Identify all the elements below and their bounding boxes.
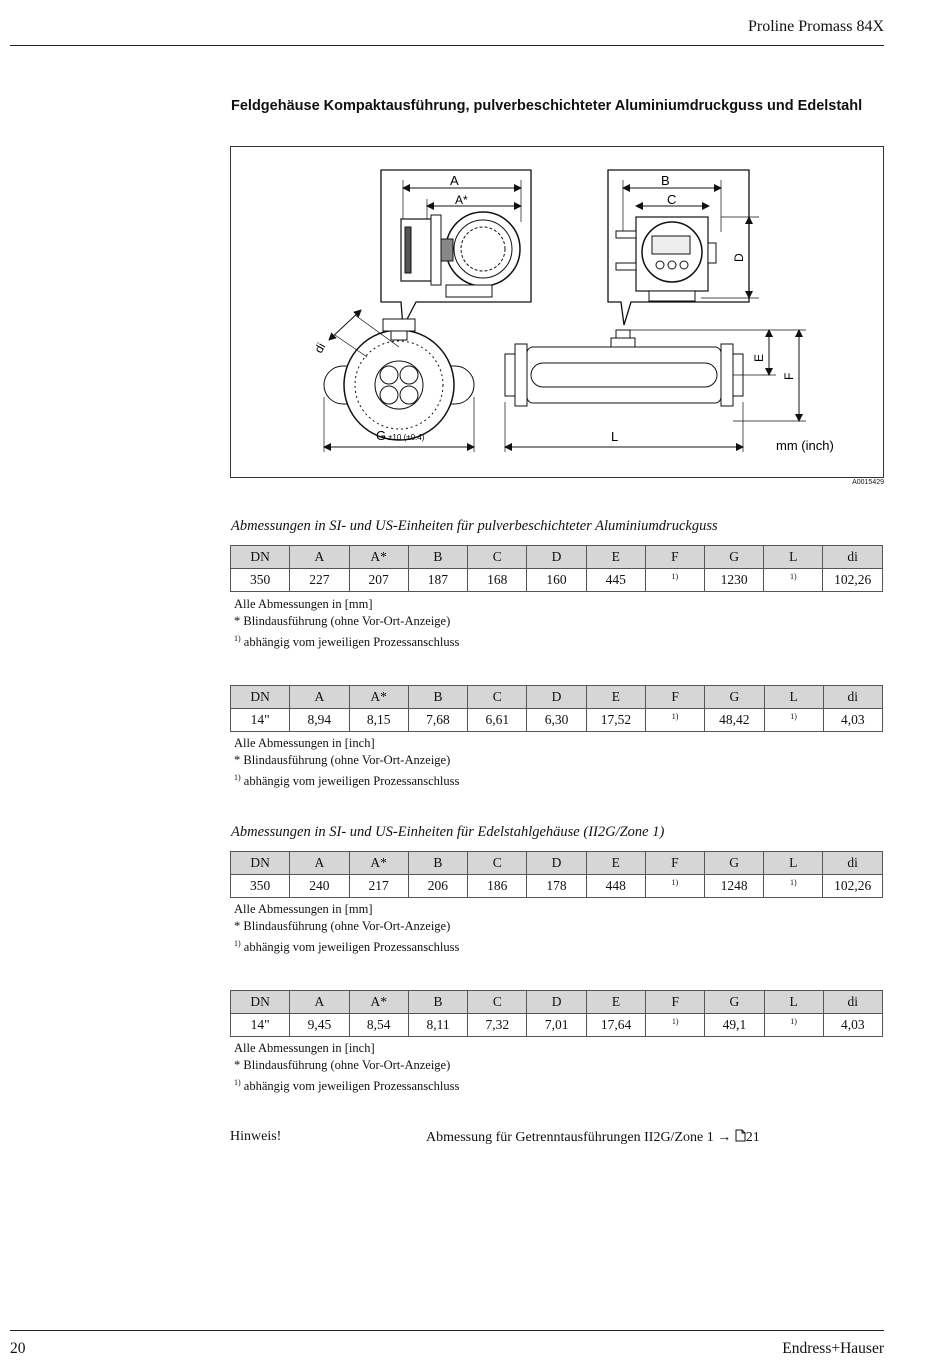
cell-c: 6,61 xyxy=(468,709,527,732)
cell-di: 4,03 xyxy=(823,709,882,732)
col-f: F xyxy=(646,686,705,709)
col-c: C xyxy=(468,686,527,709)
table-notes xyxy=(234,901,459,956)
col-c: C xyxy=(468,546,527,569)
footnote-ref: 1) xyxy=(671,1017,679,1026)
cell-g: 48,42 xyxy=(705,709,764,732)
cell-d: 6,30 xyxy=(527,709,586,732)
col-dn: DN xyxy=(231,546,290,569)
col-g: G xyxy=(705,991,764,1014)
footnote-mark: 1) xyxy=(234,773,241,782)
footnote-mark: 1) xyxy=(234,634,241,643)
note-footnote xyxy=(234,935,459,956)
cell-l xyxy=(764,709,823,732)
col-f: F xyxy=(645,546,704,569)
col-l: L xyxy=(764,852,823,875)
hint-label: Hinweis! xyxy=(230,1129,282,1144)
cell-b: 7,68 xyxy=(408,709,467,732)
footnote-ref: 1) xyxy=(671,712,679,721)
cell-a: 240 xyxy=(290,875,349,898)
label-a-star: A* xyxy=(455,193,468,207)
col-f: F xyxy=(646,991,705,1014)
col-b: B xyxy=(408,991,467,1014)
cell-a: 227 xyxy=(290,569,349,592)
col-g: G xyxy=(705,686,764,709)
col-f: F xyxy=(645,852,704,875)
table-header-row xyxy=(231,991,883,1014)
label-g: G xyxy=(376,428,387,443)
section-title: Feldgehäuse Kompaktausführung, pulverbeschichteter Aluminiumdruckguss und Edelstahl xyxy=(231,98,863,114)
col-e: E xyxy=(586,546,645,569)
cell-f xyxy=(646,709,705,732)
cell-e: 445 xyxy=(586,569,645,592)
figure-code: A0015429 xyxy=(852,479,884,486)
dimensions-table-mm-stainless xyxy=(230,851,883,898)
label-c: C xyxy=(667,192,677,207)
label-e: E xyxy=(752,353,766,362)
cell-dn: 350 xyxy=(231,569,290,592)
dimensions-table-mm-aluminium xyxy=(230,545,883,592)
cell-e: 17,64 xyxy=(586,1014,645,1037)
dimensions-table-inch-stainless xyxy=(230,990,883,1037)
cell-c: 168 xyxy=(468,569,527,592)
col-a-star: A* xyxy=(349,546,408,569)
table-notes xyxy=(234,596,459,651)
cell-di: 102,26 xyxy=(823,569,883,592)
col-d: D xyxy=(527,852,586,875)
footer-rule xyxy=(10,1330,884,1331)
footnote-mark: 1) xyxy=(234,939,241,948)
cell-c: 186 xyxy=(468,875,527,898)
cell-c: 7,32 xyxy=(468,1014,527,1037)
sensor-side-view xyxy=(505,330,743,406)
col-di: di xyxy=(823,546,883,569)
note-footnote xyxy=(234,1074,459,1095)
table-notes xyxy=(234,735,459,790)
footnote-text: abhängig vom jeweiligen Prozessanschluss xyxy=(243,940,460,954)
label-g-tolerance: ±10 (±0.4) xyxy=(388,433,425,442)
dimensions-table-inch-aluminium xyxy=(230,685,883,732)
table-header-row xyxy=(231,852,883,875)
page-icon xyxy=(735,1129,746,1142)
col-c: C xyxy=(468,852,527,875)
cell-a-star: 8,15 xyxy=(349,709,408,732)
footnote-ref: 1) xyxy=(790,1017,797,1026)
table-header-row xyxy=(231,686,883,709)
col-a: A xyxy=(290,852,349,875)
cell-g: 1248 xyxy=(704,875,763,898)
table-row xyxy=(231,875,883,898)
col-l: L xyxy=(764,991,823,1014)
cell-g: 1230 xyxy=(704,569,763,592)
dim-line-di xyxy=(329,310,361,340)
note-footnote xyxy=(234,769,459,790)
unit-label: mm (inch) xyxy=(776,438,834,453)
note-footnote xyxy=(234,630,459,651)
cell-e: 448 xyxy=(586,875,645,898)
col-a: A xyxy=(290,991,349,1014)
label-f: F xyxy=(782,372,796,380)
col-b: B xyxy=(408,686,467,709)
table-notes xyxy=(234,1040,459,1095)
col-di: di xyxy=(823,686,882,709)
cell-d: 178 xyxy=(527,875,586,898)
label-b: B xyxy=(661,173,670,188)
label-d: D xyxy=(732,253,746,262)
dimension-drawing xyxy=(230,146,884,478)
col-b: B xyxy=(408,546,467,569)
col-a: A xyxy=(290,546,349,569)
cell-d: 160 xyxy=(527,569,586,592)
note-units: Alle Abmessungen in [mm] xyxy=(234,597,373,611)
col-d: D xyxy=(527,991,586,1014)
note-units: Alle Abmessungen in [mm] xyxy=(234,902,373,916)
note-blind: * Blindausführung (ohne Vor-Ort-Anzeige) xyxy=(234,919,451,933)
cell-f xyxy=(646,1014,705,1037)
col-g: G xyxy=(704,852,763,875)
col-d: D xyxy=(527,686,586,709)
col-di: di xyxy=(823,991,882,1014)
cell-e: 17,52 xyxy=(586,709,645,732)
col-b: B xyxy=(408,852,467,875)
table-row xyxy=(231,1014,883,1037)
hint-body: Abmessung für Getrenntausführungen II2G/Zone 1 xyxy=(426,1130,714,1145)
table-row xyxy=(231,569,883,592)
footnote-mark: 1) xyxy=(234,1078,241,1087)
cell-b: 206 xyxy=(408,875,467,898)
footnote-ref: 1) xyxy=(790,712,797,721)
label-l: L xyxy=(611,429,619,444)
col-e: E xyxy=(586,852,645,875)
cell-a: 8,94 xyxy=(290,709,349,732)
cell-d: 7,01 xyxy=(527,1014,586,1037)
note-blind: * Blindausführung (ohne Vor-Ort-Anzeige) xyxy=(234,753,451,767)
arrow-right-icon: → xyxy=(717,1130,732,1145)
col-l: L xyxy=(764,686,823,709)
cell-dn: 14" xyxy=(231,709,290,732)
col-e: E xyxy=(586,686,645,709)
footnote-ref: 1) xyxy=(789,878,797,887)
table-caption-aluminium: Abmessungen in SI- und US-Einheiten für pulverbeschichteter Aluminiumdruckguss xyxy=(231,518,718,534)
col-a-star: A* xyxy=(349,852,408,875)
dimension-drawing-svg xyxy=(231,147,883,477)
col-e: E xyxy=(586,991,645,1014)
note-blind: * Blindausführung (ohne Vor-Ort-Anzeige) xyxy=(234,614,451,628)
cell-l xyxy=(764,1014,823,1037)
table-caption-stainless: Abmessungen in SI- und US-Einheiten für Edelstahlgehäuse (II2G/Zone 1) xyxy=(231,824,665,840)
footnote-text: abhängig vom jeweiligen Prozessanschluss xyxy=(243,635,460,649)
col-dn: DN xyxy=(231,852,290,875)
cell-f xyxy=(645,875,704,898)
footnote-ref: 1) xyxy=(789,572,797,581)
table-row xyxy=(231,709,883,732)
cell-f xyxy=(645,569,704,592)
col-dn: DN xyxy=(231,991,290,1014)
footer-brand: Endress+Hauser xyxy=(782,1340,884,1357)
col-a: A xyxy=(290,686,349,709)
footnote-text: abhängig vom jeweiligen Prozessanschluss xyxy=(243,1079,460,1093)
col-g: G xyxy=(704,546,763,569)
col-a-star: A* xyxy=(349,686,408,709)
col-a-star: A* xyxy=(349,991,408,1014)
cell-di: 102,26 xyxy=(823,875,883,898)
cell-b: 187 xyxy=(408,569,467,592)
header-rule xyxy=(10,45,884,46)
cell-di: 4,03 xyxy=(823,1014,882,1037)
label-di: di xyxy=(311,340,329,356)
footnote-ref: 1) xyxy=(671,572,679,581)
note-blind: * Blindausführung (ohne Vor-Ort-Anzeige) xyxy=(234,1058,451,1072)
footnote-text: abhängig vom jeweiligen Prozessanschluss xyxy=(243,774,460,788)
page-ref-number: 21 xyxy=(745,1130,760,1145)
col-l: L xyxy=(764,546,823,569)
col-di: di xyxy=(823,852,883,875)
col-d: D xyxy=(527,546,586,569)
hint-text xyxy=(426,1129,760,1146)
label-a: A xyxy=(450,173,459,188)
flange-end-view xyxy=(324,319,474,440)
page-number: 20 xyxy=(10,1340,26,1357)
cell-dn: 350 xyxy=(231,875,290,898)
cell-l xyxy=(764,569,823,592)
header-title: Proline Promass 84X xyxy=(748,18,884,35)
col-dn: DN xyxy=(231,686,290,709)
table-header-row xyxy=(231,546,883,569)
col-c: C xyxy=(468,991,527,1014)
cell-g: 49,1 xyxy=(705,1014,764,1037)
note-units: Alle Abmessungen in [inch] xyxy=(234,736,375,750)
cell-b: 8,11 xyxy=(408,1014,467,1037)
cell-a: 9,45 xyxy=(290,1014,349,1037)
note-units: Alle Abmessungen in [inch] xyxy=(234,1041,375,1055)
page-ref-link[interactable] xyxy=(735,1130,760,1145)
cell-dn: 14" xyxy=(231,1014,290,1037)
cell-a-star: 207 xyxy=(349,569,408,592)
cell-a-star: 217 xyxy=(349,875,408,898)
cell-l xyxy=(764,875,823,898)
footnote-ref: 1) xyxy=(671,878,679,887)
cell-a-star: 8,54 xyxy=(349,1014,408,1037)
